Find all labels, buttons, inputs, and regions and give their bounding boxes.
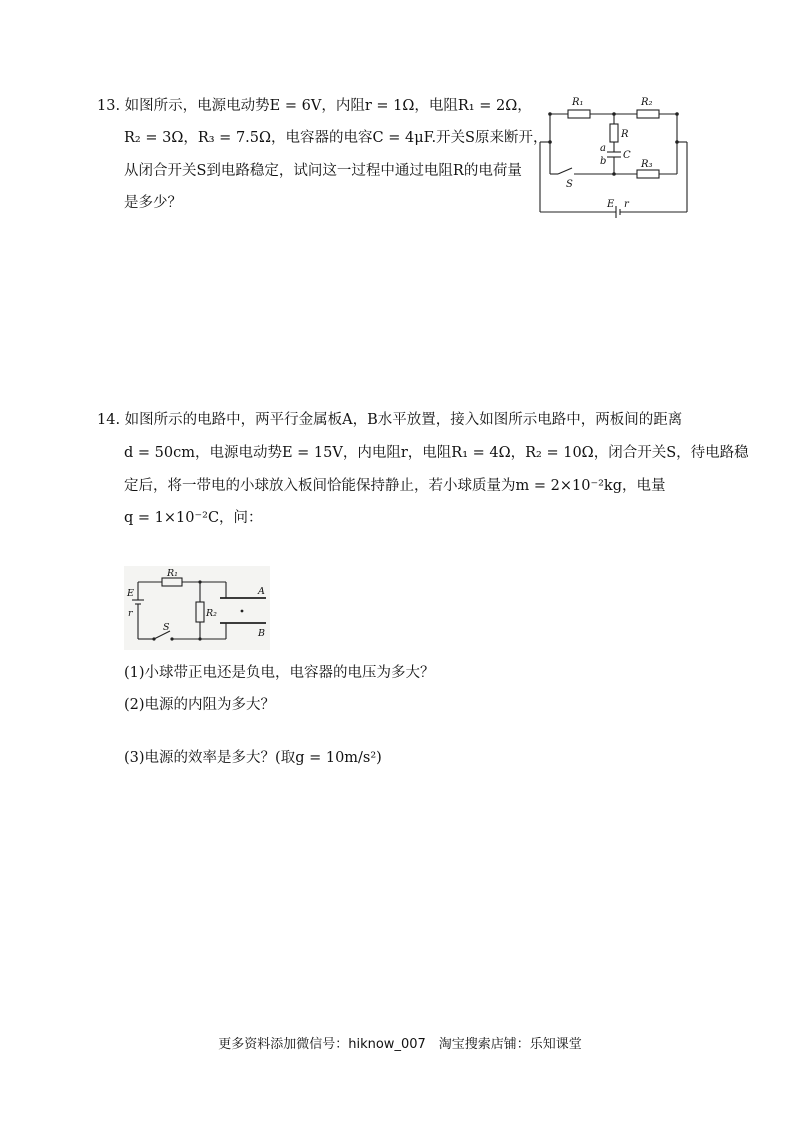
q14-label-b: B bbox=[258, 628, 265, 639]
q13-label-b: b bbox=[600, 156, 607, 167]
q13-label-r: R bbox=[621, 129, 629, 140]
q13-line-4: 是多少？ bbox=[124, 195, 182, 211]
q13-r1-resistor bbox=[568, 110, 590, 118]
q14-sub-question-2: (2)电源的内阻为多大？ bbox=[124, 697, 276, 713]
q14-number: 14. bbox=[97, 412, 121, 428]
q14-label-r2: R₂ bbox=[206, 608, 217, 619]
page-footer: 更多资料添加微信号：hiknow_007 淘宝搜索店铺：乐知课堂 bbox=[218, 1037, 582, 1052]
q13-label-r2: R₂ bbox=[641, 97, 653, 108]
q13-line-3: 从闭合开关S到电路稳定，试问这一过程中通过电阻R的电荷量 bbox=[124, 163, 522, 179]
q13-line-2: R₂ = 3Ω，R₃ = 7.5Ω，电容器的电容C = 4μF.开关S原来断开， bbox=[124, 130, 548, 146]
q13-text-1: 如图所示，电源电动势E = 6V，内阻r = 1Ω，电阻R₁ = 2Ω， bbox=[124, 98, 532, 114]
q13-label-r3: R₃ bbox=[641, 159, 653, 170]
q14-sub-question-1: (1)小球带正电还是负电，电容器的电压为多大？ bbox=[124, 665, 435, 681]
q14-text-1: 如图所示的电路中，两平行金属板A，B水平放置，接入如图所示电路中，两板间的距离 bbox=[124, 412, 683, 428]
q13-label-s: S bbox=[566, 179, 573, 190]
q14-label-a: A bbox=[258, 586, 265, 597]
q13-label-r1: R₁ bbox=[572, 97, 584, 108]
q14-label-s: S bbox=[163, 622, 170, 633]
q13-r-resistor bbox=[610, 124, 618, 142]
q14-line-4: q = 1×10⁻²C，问： bbox=[124, 510, 263, 526]
q13-switch bbox=[558, 168, 572, 174]
q13-label-c: C bbox=[623, 150, 631, 161]
q13-line-1 bbox=[97, 96, 532, 116]
q14-label-e: E bbox=[127, 588, 134, 599]
q14-label-r: r bbox=[128, 608, 133, 619]
q14-line-2: d = 50cm，电源电动势E = 15V，内电阻r，电阻R₁ = 4Ω，R₂ = 10Ω，闭合开关S，待电路稳 bbox=[124, 445, 749, 461]
q13-label-a: a bbox=[600, 143, 606, 154]
q14-sub-question-3: (3)电源的效率是多大？(取g = 10m/s²) bbox=[124, 750, 382, 766]
q13-label-r-internal: r bbox=[624, 199, 629, 210]
q13-label-e: E bbox=[607, 199, 615, 210]
q14-line-1 bbox=[97, 410, 682, 430]
q14-charged-ball bbox=[241, 610, 244, 613]
q14-line-3: 定后，将一带电的小球放入板间恰能保持静止，若小球质量为m = 2×10⁻²kg，电量 bbox=[124, 478, 666, 494]
q13-r3-resistor bbox=[637, 170, 659, 178]
q13-number: 13. bbox=[97, 98, 121, 114]
q14-label-r1: R₁ bbox=[167, 568, 178, 579]
q13-circuit-diagram bbox=[530, 92, 692, 218]
q13-r2-resistor bbox=[637, 110, 659, 118]
q14-circuit-diagram bbox=[124, 566, 270, 650]
